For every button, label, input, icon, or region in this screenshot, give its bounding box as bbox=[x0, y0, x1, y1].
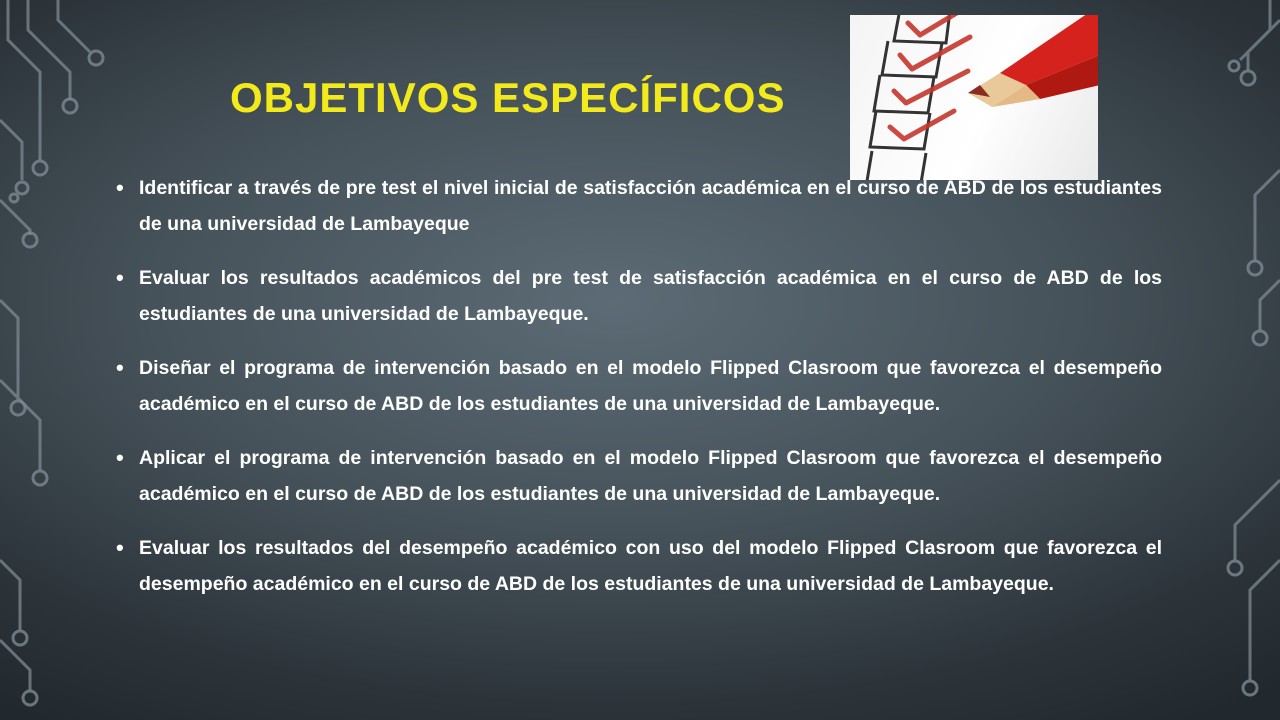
bullet-icon: • bbox=[116, 355, 124, 380]
objective-text: Evaluar los resultados académicos del pre test de satisfacción académica en el curso de ABD de los estudiantes de una universidad de Lambayeque. bbox=[139, 267, 1162, 325]
objective-text: Diseñar el programa de intervención basado en el modelo Flipped Clasroom que favorezca el desempeño académico en el curso de ABD de los estudiantes de una universidad de Lambayeque. bbox=[139, 357, 1162, 415]
objective-text: Aplicar el programa de intervención basado en el modelo Flipped Clasroom que favorezca el desempeño académico en el curso de ABD de los estudiantes de una universidad de Lambayeque. bbox=[139, 447, 1162, 505]
objectives-list bbox=[116, 170, 1162, 620]
list-item bbox=[116, 350, 1162, 422]
bullet-icon: • bbox=[116, 535, 124, 560]
objective-text: Evaluar los resultados del desempeño académico con uso del modelo Flipped Clasroom que favorezca el desempeño académico en el curso de ABD de los estudiantes de una universidad de Lambayeque. bbox=[139, 537, 1162, 595]
list-item bbox=[116, 260, 1162, 332]
bullet-icon: • bbox=[116, 175, 124, 200]
list-item bbox=[116, 530, 1162, 602]
list-item bbox=[116, 440, 1162, 512]
list-item bbox=[116, 170, 1162, 242]
slide-title: OBJETIVOS ESPECÍFICOS bbox=[230, 74, 786, 121]
objective-text: Identificar a través de pre test el nivel inicial de satisfacción académica en el curso de ABD de los estudiantes de una universidad de Lambayeque bbox=[139, 177, 1162, 235]
bullet-icon: • bbox=[116, 445, 124, 470]
bullet-icon: • bbox=[116, 265, 124, 290]
checklist-pencil-image bbox=[850, 15, 1098, 180]
